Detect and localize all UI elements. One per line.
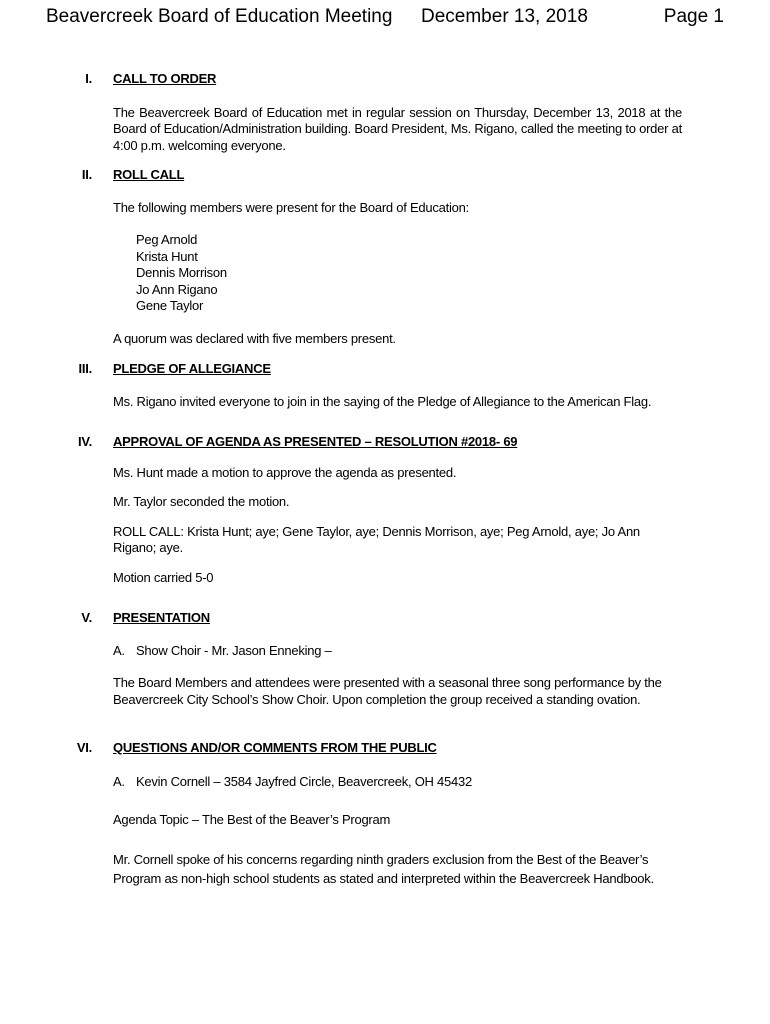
section-number: II. [81, 167, 92, 182]
minutes-body [0, 71, 770, 888]
roll-call-vote: ROLL CALL: Krista Hunt; aye; Gene Taylor, aye; Dennis Morrison, aye; Peg Arnold, aye; Jo Ann Rigano; aye. [113, 523, 640, 555]
motion-result: Motion carried 5-0 [113, 569, 214, 585]
item-text: Show Choir - Mr. Jason Enneking – [136, 642, 332, 658]
section-paragraph: Ms. Rigano invited everyone to join in the saying of the Pledge of Allegiance to the American Flag. [113, 393, 652, 409]
document-title: Beavercreek Board of Education Meeting [46, 6, 393, 27]
second-line: Mr. Taylor seconded the motion. [113, 494, 290, 509]
section-heading: PRESENTATION [113, 610, 210, 625]
section-heading: QUESTIONS AND/OR COMMENTS FROM THE PUBLIC [113, 740, 437, 755]
item-label: A. [113, 773, 125, 789]
section-number: V. [81, 610, 92, 625]
page-header [0, 6, 770, 32]
section-paragraph: The Board Members and attendees were presented with a seasonal three song performance by the Beavercreek City School’s Show Choir. Upon completion the group received a standing ovation. [113, 675, 662, 707]
agenda-topic: Agenda Topic – The Best of the Beaver’s Program [113, 812, 391, 827]
roll-call-intro: The following members were present for the Board of Education: [113, 199, 469, 215]
section-heading: CALL TO ORDER [113, 71, 217, 86]
section-paragraph: Mr. Cornell spoke of his concerns regarding ninth graders exclusion from the Best of the Beaver’s Program as non-high school students as stated and interpreted within the Beavercreek Handbook. [113, 851, 654, 886]
section-number: VI. [76, 740, 92, 755]
motion-line: Ms. Hunt made a motion to approve the agenda as presented. [113, 464, 457, 480]
member-name: Gene Taylor [136, 298, 204, 313]
page-number: Page 1 [663, 6, 724, 27]
section-call-to-order [0, 71, 770, 154]
member-name: Peg Arnold [136, 232, 198, 247]
meeting-date: December 13, 2018 [421, 6, 588, 27]
section-paragraph: The Beavercreek Board of Education met in regular session on Thursday, December 13, 2018 at the Board of Education/Administration building. Board President, Ms. Rigano, called the meeting to order at 4:00 p.m. welcoming everyone. [113, 104, 682, 153]
quorum-statement: A quorum was declared with five members present. [113, 330, 396, 346]
section-number: IV. [78, 434, 92, 449]
section-heading: APPROVAL OF AGENDA AS PRESENTED – RESOLUTION #2018- 69 [113, 434, 518, 449]
member-list [113, 232, 682, 315]
member-name: Krista Hunt [136, 248, 198, 264]
section-presentation [0, 610, 770, 708]
item-text: Kevin Cornell – 3584 Jayfred Circle, Beavercreek, OH 45432 [136, 773, 472, 789]
section-public-comments [0, 740, 770, 888]
item-label: A. [113, 642, 125, 658]
speaker-item [113, 774, 682, 791]
section-heading: PLEDGE OF ALLEGIANCE [113, 361, 271, 376]
member-name: Dennis Morrison [136, 265, 227, 280]
member-name: Jo Ann Rigano [136, 281, 218, 297]
section-pledge [0, 361, 770, 410]
section-heading: ROLL CALL [113, 167, 185, 182]
section-roll-call [0, 167, 770, 347]
section-number: III. [78, 361, 92, 376]
section-approval-of-agenda [0, 434, 770, 586]
presentation-item [113, 643, 682, 660]
section-number: I. [85, 71, 92, 86]
